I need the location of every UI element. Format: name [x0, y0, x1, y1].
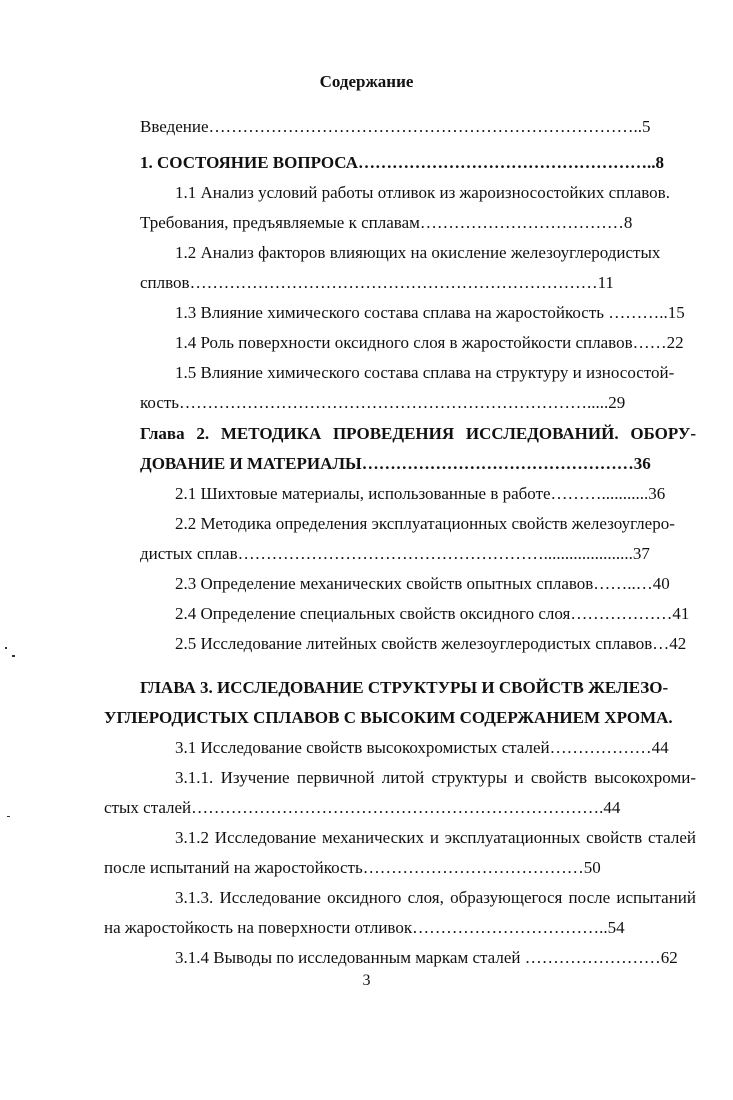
- scan-mark: [5, 647, 7, 649]
- toc-entry-2-2-continued: дистых сплав……………………………………………….....................37: [140, 544, 650, 563]
- toc-entry-2-3: 2.3 Определение механических свойств опытных сплавов……..…40: [175, 574, 670, 593]
- toc-heading-chapter-3: ГЛАВА 3. ИССЛЕДОВАНИЕ СТРУКТУРЫ И СВОЙСТВ ЖЕЛЕЗО-: [140, 678, 669, 697]
- toc-entry-1-2-continued: сплвов………………………………………………………………11: [140, 273, 614, 292]
- toc-entry-3-1-3-continued: на жаростойкость на поверхности отливок……………………………..54: [104, 918, 625, 937]
- scan-mark: [12, 655, 15, 657]
- toc-entry-1-1-continued: Требования, предъявляемые к сплавам………………………………8: [140, 213, 633, 232]
- toc-heading-chapter-1: 1. СОСТОЯНИЕ ВОПРОСА……………………………………………..8: [140, 153, 664, 172]
- toc-entry-3-1-1-continued: стых сталей……………………………………………………………….44: [104, 798, 621, 817]
- toc-entry-3-1: 3.1 Исследование свойств высокохромистых сталей………………44: [175, 738, 669, 757]
- toc-entry-1-2: 1.2 Анализ факторов влияющих на окисление железоуглеродистых: [175, 243, 661, 262]
- toc-heading-chapter-2: Глава 2. МЕТОДИКА ПРОВЕДЕНИЯ ИССЛЕДОВАНИЙ. ОБОРУ-: [140, 424, 696, 443]
- toc-entry-1-5-continued: кость……………………………………………………………….....29: [140, 393, 626, 412]
- toc-entry-2-2: 2.2 Методика определения эксплуатационных свойств железоуглеро-: [175, 514, 675, 533]
- toc-entry-1-4: 1.4 Роль поверхности оксидного слоя в жаростойкости сплавов……22: [175, 333, 684, 352]
- toc-entry-3-1-4: 3.1.4 Выводы по исследованным маркам сталей ……………………62: [175, 948, 678, 967]
- toc-entry-1-3: 1.3 Влияние химического состава сплава на жаростойкость ………..15: [175, 303, 685, 322]
- toc-entry-3-1-3: 3.1.3. Исследование оксидного слоя, образующегося после испытаний: [175, 888, 696, 907]
- toc-entry-2-1: 2.1 Шихтовые материалы, использованные в работе………...........36: [175, 484, 666, 503]
- toc-heading-chapter-2-continued: ДОВАНИЕ И МАТЕРИАЛЫ…………………………………………36: [140, 454, 651, 473]
- toc-heading-chapter-3-continued: УГЛЕРОДИСТЫХ СПЛАВОВ С ВЫСОКИМ СОДЕРЖАНИЕМ ХРОМА.: [104, 708, 673, 727]
- page-title: Содержание: [319, 72, 414, 91]
- toc-entry-1-1: 1.1 Анализ условий работы отливок из жароизносостойких сплавов.: [175, 183, 670, 202]
- toc-entry-3-1-2-continued: после испытаний на жаростойкость…………………………………50: [104, 858, 601, 877]
- scan-mark: [7, 816, 10, 817]
- toc-entry-introduction: Введение…………………………………………………………………..5: [140, 117, 651, 136]
- toc-entry-2-4: 2.4 Определение специальных свойств оксидного слоя………………41: [175, 604, 690, 623]
- toc-entry-1-5: 1.5 Влияние химического состава сплава на структуру и износостой-: [175, 363, 675, 382]
- toc-entry-3-1-1: 3.1.1. Изучение первичной литой структуры и свойств высокохроми-: [175, 768, 696, 787]
- page-number: 3: [362, 972, 371, 989]
- toc-entry-2-5: 2.5 Исследование литейных свойств железоуглеродистых сплавов…42: [175, 634, 687, 653]
- toc-entry-3-1-2: 3.1.2 Исследование механических и эксплуатационных свойств сталей: [175, 828, 696, 847]
